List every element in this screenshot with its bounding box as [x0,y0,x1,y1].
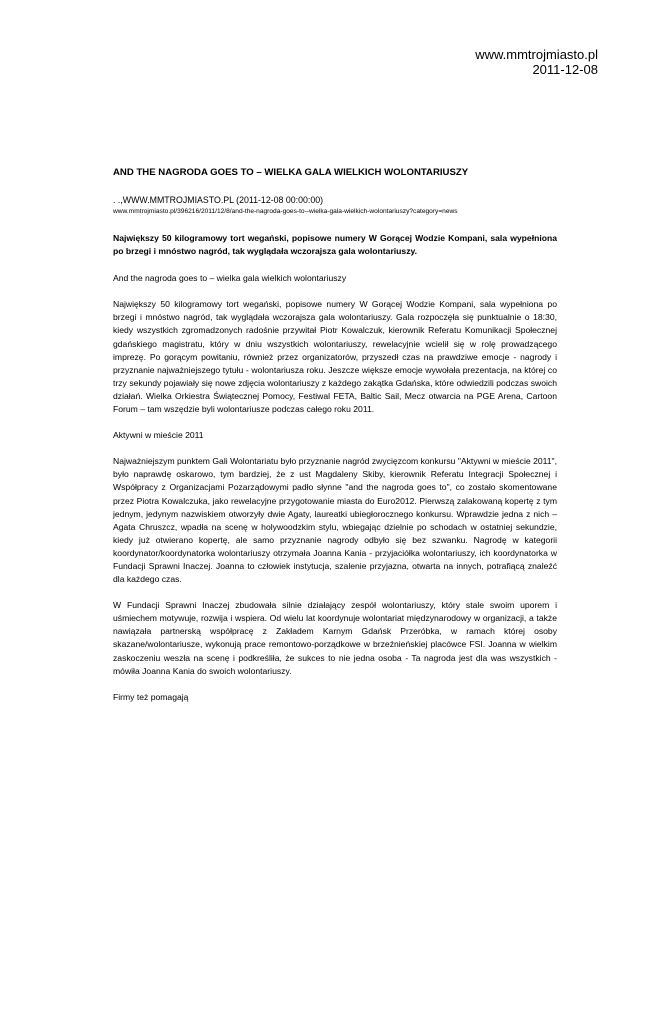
section-heading: Firmy też pomagają [113,691,189,702]
article-paragraph: W Fundacji Sprawni Inaczej zbudowała silnie działający zespół wolontariuszy, który stale swoim uporem i uśmiechem motywuje, rozwija i wspiera. Od wielu lat koordynuje wolontariat międzynarodowy w organizacji, a także nawiązała partnerską współpracę z Zakładem Karnym Gdańsk Przeróbka, w ramach której osoby skazane/wolontariusze, wykonują prace remontowo-porządkowe w brzeźnieńskiej placówce FSI. Joanna w wielkim zaskoczeniu weszła na scenę i podkreśliła, że sukces to nie jedna osoba - Ta nagroda jest dla was wszystkich - mówiła Joanna Kania do swoich wolontariuszy. [113,600,557,676]
article-subtitle: And the nagroda goes to – wielka gala wielkich wolontariuszy [113,273,347,284]
article-paragraph: Największy 50 kilogramowy tort wegański, popisowe numery W Gorącej Wodzie Kompani, sala wypełniona po brzegi i mnóstwo nagród, tak wyglądała wczorajsza gala wolontariuszy. Gala rozpoczęła się punktualnie o 18:30, kiedy wszystkich zgromadzonych radośnie przywitał Piotr Kowalczuk, kierownik Referatu Komunikacji Społecznej gdańskiego magistratu, który w dniu wszystkich wolontariuszy, rewelacyjnie wcielił się w rolę prowadzącego imprezę. Po gorącym powitaniu, również przez organizatorów, przyszedł czas na prawdziwe emocje - nagrody i przyznanie najważniejszego tytułu - wolontariusza roku. Jeszcze większe emocje wywołała prezentacja, na której co trzy sekundy pojawiały się nowe zdjęcia wolontariuszy z każdego zakątka Gdańska, które odwiedzili podczas swoich działań. Wielka Orkiestra Świątecznej Pomocy, Festiwal FETA, Baltic Sail, Mecz otwarcia na PGE Arena, Cartoon Forum – tam wszędzie byli wolontariusze podczas całego roku 2011. [113,299,557,415]
article-paragraph: Najważniejszym punktem Gali Wolontariatu było przyznanie nagród zwycięzcom konkursu "Aktywni w mieście 2011", było naprawdę oskarowo, tym bardziej, że z ust Magdaleny Skiby, kierownik Referatu Integracji Społecznej i Współpracy z Organizacjami Pozarządowymi padło słynne "and the nagroda goes to", co zostało skomentowane przez Piotra Kowalczuka, jako rewelacyjne przygotowanie miasta do Euro2012. Pierwszą zalakowaną kopertę z tym jednym, jedynym nazwiskiem otworzyły dwie Agaty, laureatki ubiegłorocznego konkursu. Wprawdzie jedna z nich – Agata Chruszcz, wpadła na scenę w holywoodzkim stylu, wbiegając dzielnie po schodach w ostatniej sekundzie, kiedy już otwierano kopertę, ale samo przyznanie nagrody odbyło się bez szwanku. Nagrodę w kategorii koordynator/koordynatorka wolontariuszy otrzymała Joanna Kania - przyjaciółka wolontariuszy, ich koordynatorka w Fundacji Sprawni Inaczej. Joanna to człowiek instytucja, szalenie przyjazna, otwarta na innych, potrafiącą znaleźć dla każdego czas. [113,456,557,585]
article-source: . .,WWW.MMTROJMIASTO.PL (2011-12-08 00:00:00) [113,195,324,205]
article-title: AND THE NAGRODA GOES TO – WIELKA GALA WIELKICH WOLONTARIUSZY [113,167,469,178]
site-name: www.mmtrojmiasto.pl [475,47,598,62]
page-header [475,47,598,77]
article-lead: Największy 50 kilogramowy tort wegański, popisowe numery W Gorącej Wodzie Kompani, sala wypełniona po brzegi i mnóstwo nagród, tak wyglądała wczorajsza gala wolontariuszy. [113,233,557,257]
header-date: 2011-12-08 [532,62,598,77]
article-url: www.mmtrojmiasto.pl/396216/2011/12/8/and-the-nagroda-goes-to--wielka-gala-wielkich-wolontariuszy?category=news [113,208,458,215]
article [113,166,557,717]
section-heading: Aktywni w mieście 2011 [113,430,204,441]
